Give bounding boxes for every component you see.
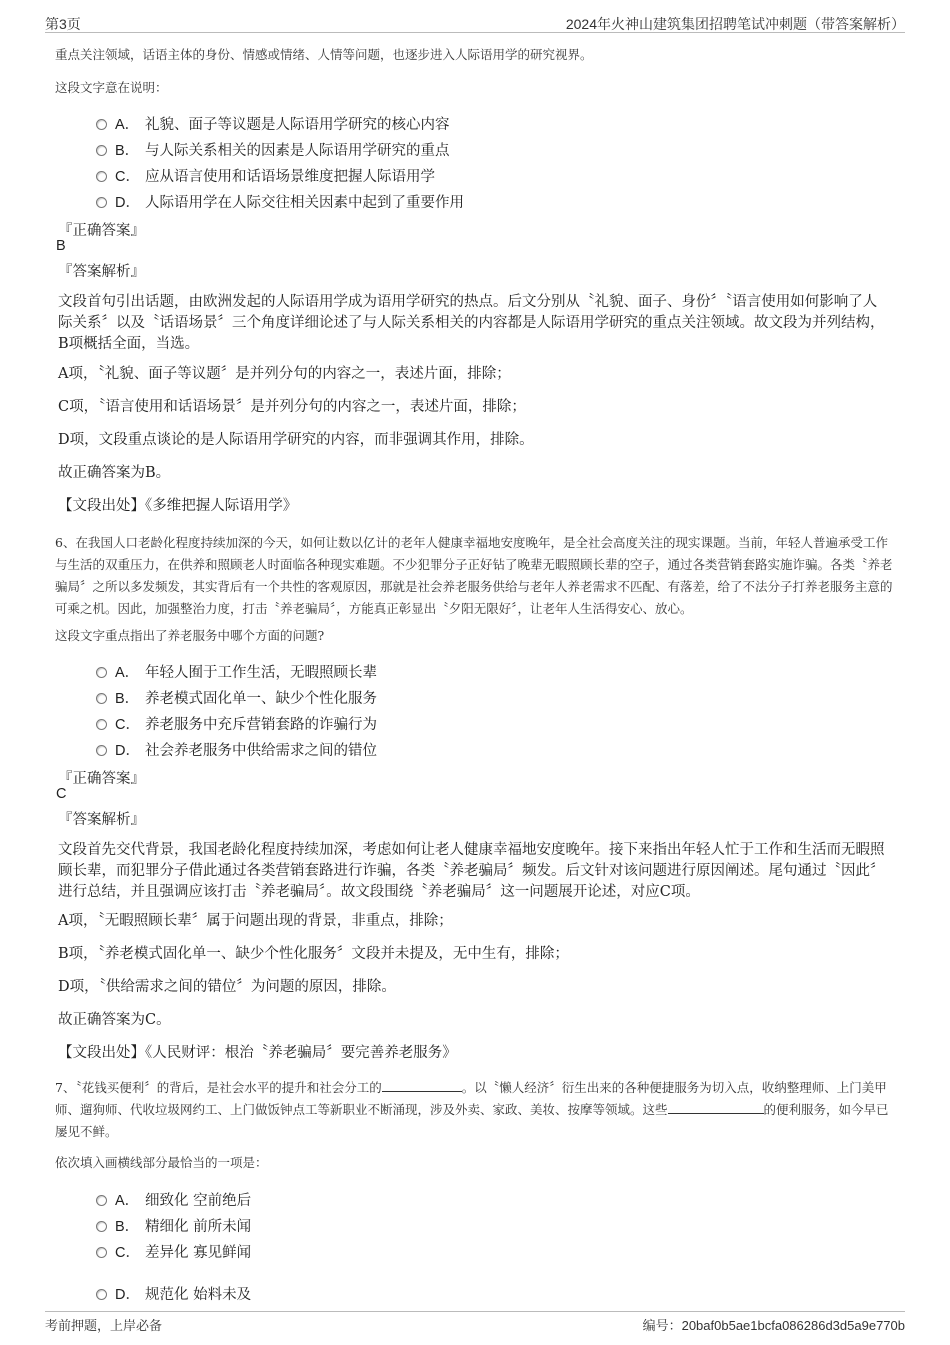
page-footer <box>45 1311 905 1334</box>
q6-note-d: D项，〝供给需求之间的错位〞为问题的原因，排除。 <box>58 979 396 995</box>
document-title: 2024年火神山建筑集团招聘笔试冲刺题（带答案解析） <box>565 16 905 32</box>
q5-answer-heading: 『正确答案』 <box>58 223 145 239</box>
q6-source: 【文段出处】《人民财评：根治〝养老骗局〞要完善养老服务》 <box>58 1045 457 1061</box>
q5-note-a: A项，〝礼貌、面子等议题〞是并列分句的内容之一，表述片面，排除； <box>58 366 511 382</box>
radio-button-icon[interactable] <box>96 171 107 182</box>
radio-button-icon[interactable] <box>96 119 107 130</box>
radio-button-icon[interactable] <box>96 719 107 730</box>
q5-analysis-heading: 『答案解析』 <box>58 264 145 280</box>
fill-blank-2[interactable] <box>668 1099 764 1114</box>
page-header <box>45 12 905 33</box>
q5-source: 【文段出处】《多维把握人际语用学》 <box>58 498 298 514</box>
q5-analysis: 文段首句引出话题，由欧洲发起的人际语用学成为语用学研究的热点。后文分别从〝礼貌、面子、身份〞〝语言使用如何影响了人际关系〞以及〝话语场景〞三个角度详细论述了与人际关系相关的内容都是人际语用学研究的重点关注领域。故文段为并列结构，B项概括全面，当选。 <box>58 294 885 352</box>
radio-button-icon[interactable] <box>96 1247 107 1258</box>
q6-conclusion: 故正确答案为C。 <box>58 1012 171 1028</box>
q7-prompt: 依次填入画横线部分最恰当的一项是： <box>55 1155 268 1170</box>
q5-note-d: D项，文段重点谈论的是人际语用学研究的内容，而非强调其作用，排除。 <box>58 432 534 448</box>
q6-analysis: 文段首先交代背景，我国老龄化程度持续加深，考虑如何让老人健康幸福地安度晚年。接下来指出年轻人忙于工作和生活而无暇照顾长辈，而犯罪分子借此通过各类营销套路进行诈骗，各类〝养老骗局〞频发。后文针对该问题进行原因阐述。尾句通过〝因此〞进行总结，并且强调应该打击〝养老骗局〞。故文段围绕〝养老骗局〞这一问题展开论述，对应C项。 <box>58 842 885 900</box>
q6-analysis-heading: 『答案解析』 <box>58 812 145 828</box>
q6-note-b: B项，〝养老模式固化单一、缺少个性化服务〞文段并未提及，无中生有，排除； <box>58 946 569 962</box>
q6-answer: C <box>56 786 67 802</box>
q5-note-c: C项，〝语言使用和话语场景〞是并列分句的内容之一，表述片面，排除； <box>58 399 526 415</box>
radio-button-icon[interactable] <box>96 667 107 678</box>
radio-button-icon[interactable] <box>96 1289 107 1300</box>
q6-note-a: A项，〝无暇照顾长辈〞属于问题出现的背景，非重点，排除； <box>58 913 453 929</box>
q6-prompt: 这段文字重点指出了养老服务中哪个方面的问题? <box>55 628 325 643</box>
radio-button-icon[interactable] <box>96 145 107 156</box>
q6-stem: 6、在我国人口老龄化程度持续加深的今天，如何让数以亿计的老年人健康幸福地安度晚年，是全社会高度关注的现实课题。当前，年轻人普遍承受工作与生活的双重压力，在供养和照顾老人时面临各种现实难题。不少犯罪分子正好钻了晚辈无暇照顾长辈的空子，通过各类营销套路实施诈骗。各类〝养老骗局〞之所以多发频发，其实背后有一个共性的客观原因，那就是社会养老服务供给与老年人养老需求不匹配、有落差，给了不法分子打养老服务主意的可乘之机。因此，加强整治力度，打击〝养老骗局〞，方能真正彰显出〝夕阳无限好〞，让老年人生活得安心、放心。 <box>55 535 893 616</box>
q5-prompt: 这段文字意在说明： <box>55 80 168 95</box>
radio-button-icon[interactable] <box>96 745 107 756</box>
radio-button-icon[interactable] <box>96 693 107 704</box>
document-code: 编号：20baf0b5ae1bcfa086286d3d5a9e770b <box>642 1318 905 1333</box>
q5-answer: B <box>56 238 66 254</box>
q5-conclusion: 故正确答案为B。 <box>58 465 171 481</box>
radio-button-icon[interactable] <box>96 197 107 208</box>
page-number: 第3页 <box>45 16 81 32</box>
radio-button-icon[interactable] <box>96 1195 107 1206</box>
q7-stem: 7、〝花钱买便利〞的背后，是社会水平的提升和社会分工的 。以〝懒人经济〞衍生出来的各种便捷服务为切入点，收纳整理师、上门美甲师、遛狗师、代收垃圾网约工、上门做饭钟点工等新职业不断涌现，涉及外卖、家政、美妆、按摩等领域。这些 的便利服务，如今早已屡见不鲜。 <box>55 1077 897 1143</box>
footer-slogan: 考前押题，上岸必备 <box>45 1319 163 1334</box>
radio-button-icon[interactable] <box>96 1221 107 1232</box>
q6-answer-heading: 『正确答案』 <box>58 771 145 787</box>
fill-blank-1[interactable] <box>382 1077 462 1092</box>
q5-stem-tail: 重点关注领域，话语主体的身份、情感或情绪、人情等问题，也逐步进入人际语用学的研究视界。 <box>55 47 593 62</box>
